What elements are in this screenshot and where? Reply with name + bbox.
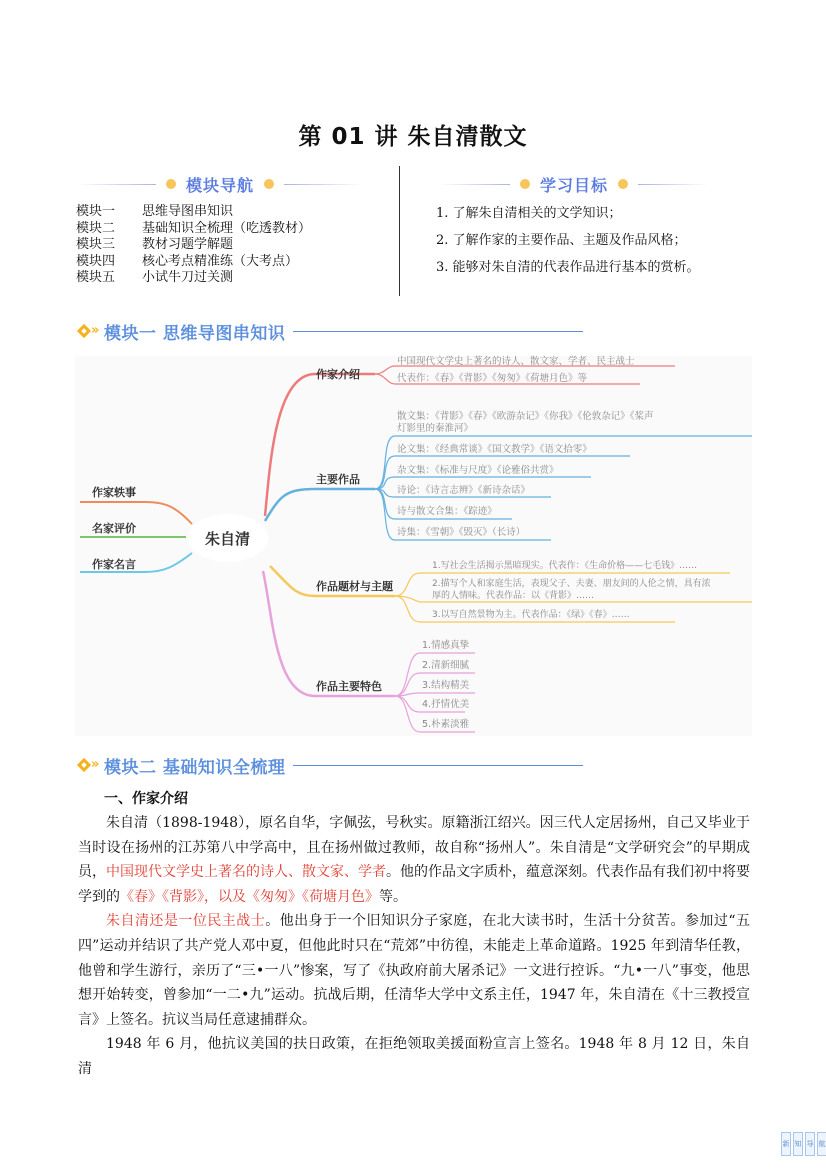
mindmap-leaf: 诗集：《雪朝》《毁灭》（长诗） bbox=[397, 527, 526, 538]
paragraph bbox=[78, 1032, 750, 1081]
mindmap-branch-theme: 作品题材与主题 bbox=[316, 580, 393, 593]
module-nav-item[interactable] bbox=[76, 254, 311, 271]
mindmap-leaf: 5.朴素淡雅 bbox=[422, 719, 470, 730]
author-intro-body bbox=[78, 811, 750, 1082]
module-value: 思维导图串知识 bbox=[142, 204, 234, 219]
goals-title: 学习目标 bbox=[540, 175, 609, 195]
badge-char: 知 bbox=[793, 1132, 803, 1156]
module-key: 模块二 bbox=[76, 220, 116, 236]
module-key: 模块五 bbox=[76, 270, 116, 285]
text: 。他出身于一个旧知识分子家庭，在北大读书时，生活十分贫苦。参加过“五四”运动并结识了共产党人邓中夏，但他此时只在“荒郊”中彷徨，未能走上革命道路。1925 年到清华任教，他曾和学生游行，亲历了“三•一八”惨案，写了《执政府前大屠杀记》一文进行控诉。“九•一八”事变，他思想开始转变，曾参加“一二•九”运动。抗战后期，任清华大学中文系主任，1947 年，朱自清在《十三教授宣言》上签名。抗议当局任意逮捕群众。 bbox=[78, 913, 751, 1028]
mindmap-leaf: 1.写社会生活揭示黑暗现实。代表作：《生命价格——七毛钱》…… bbox=[432, 561, 698, 571]
mindmap-leaf: 2.清新细腻 bbox=[422, 660, 470, 671]
dot-icon bbox=[618, 179, 628, 189]
mindmap-leaf: 3.结构精美 bbox=[422, 680, 470, 691]
badge-char: 新 bbox=[781, 1132, 791, 1156]
mindmap-leaf: 诗论：《诗言志辨》《新诗杂话》 bbox=[397, 485, 531, 496]
vertical-divider bbox=[399, 166, 400, 296]
mindmap-branch-quote: 作家名言 bbox=[92, 558, 136, 571]
dot-icon bbox=[166, 179, 176, 189]
text: 等。 bbox=[379, 888, 407, 905]
divider bbox=[440, 184, 510, 185]
subsection-heading: 一、作家介绍 bbox=[104, 791, 188, 807]
goal-item: 1. 了解朱自清相关的文学知识； bbox=[436, 206, 622, 221]
module-nav-title: 模块导航 bbox=[186, 175, 255, 195]
section-title: 模块一 思维导图串知识 bbox=[104, 323, 286, 344]
mindmap-leaf: 杂文集：《标准与尺度》《论雅俗共赏》 bbox=[397, 465, 559, 476]
module-value: 基础知识全梳理（吃透教材） bbox=[142, 220, 312, 236]
badge-char: 航 bbox=[817, 1132, 826, 1156]
mindmap-leaf: 2.描写个人和家庭生活，表现父子、夫妻、朋友间的人伦之情，具有浓 bbox=[432, 579, 711, 589]
goal-item: 3. 能够对朱自清的代表作品进行基本的赏析。 bbox=[436, 260, 700, 275]
paragraph bbox=[78, 811, 750, 909]
module-nav-item[interactable] bbox=[76, 204, 311, 221]
module-nav-list bbox=[76, 204, 311, 287]
mindmap-leaf: 中国现代文学史上著名的诗人、散文家、学者、民主战士 bbox=[397, 356, 635, 367]
module-value: 小试牛刀过关测 bbox=[142, 270, 234, 285]
mindmap-leaf: 代表作：《春》《背影》《匆匆》《荷塘月色》等 bbox=[397, 373, 588, 384]
mindmap-leaf: 论文集：《经典常谈》《国文教学》《语文拾零》 bbox=[397, 444, 592, 455]
module-nav-heading bbox=[76, 172, 376, 196]
branch-line-author bbox=[265, 374, 375, 516]
mindmap-leaf: 1.情感真挚 bbox=[422, 640, 470, 651]
mindmap-branch-author: 作家介绍 bbox=[316, 368, 360, 381]
divider bbox=[293, 331, 583, 332]
goal-item: 2. 了解作家的主要作品、主题及作品风格； bbox=[436, 233, 687, 248]
page-title: 第 01 讲 朱自清散文 bbox=[298, 124, 528, 150]
goals-heading bbox=[440, 172, 740, 196]
module-nav-item[interactable] bbox=[76, 270, 311, 287]
text: 朱自清（1898-1948），原名自华，字佩弦，号秋实。原籍浙江绍兴。因三代人定居扬州，自己又毕业于当时设在扬州的江苏第八中学高中，且在扬州做过教师，故自称“扬州人”。朱自清是“文学研究会”的早期成员， bbox=[78, 815, 750, 881]
mindmap-leaf: 散文集：《背影》《春》《欧游杂记》《你我》《伦敦杂记》《桨声 bbox=[397, 411, 654, 422]
diamond-arrow-icon: » bbox=[78, 758, 100, 772]
badge-char: 导 bbox=[805, 1132, 815, 1156]
highlight-text: 朱自清还是一位民主战士 bbox=[106, 913, 266, 930]
mindmap-leaf: 3.以写自然景物为主。代表作品：《绿》《春》…… bbox=[432, 610, 630, 620]
mindmap-root: 朱自清 bbox=[205, 530, 251, 548]
mindmap-branch-style: 作品主要特色 bbox=[316, 680, 382, 693]
text: 1948 年 6 月，他抗议美国的扶日政策，在拒绝领取美援面粉宣言上签名。1948 年 8 月 12 日，朱自清 bbox=[78, 1036, 750, 1077]
dot-icon bbox=[520, 179, 530, 189]
mindmap-branch-review: 名家评价 bbox=[92, 522, 136, 535]
diamond-arrow-icon: » bbox=[78, 324, 100, 338]
highlight-text: 中国现代文学史上著名的诗人、散文家、学者 bbox=[106, 864, 386, 881]
mindmap-branch-anecdote: 作家轶事 bbox=[92, 486, 136, 499]
module-key: 模块四 bbox=[76, 253, 116, 269]
highlight-text: 《春》《背影》，以及《匆匆》《荷塘月色》 bbox=[120, 888, 379, 905]
goals-list bbox=[436, 200, 700, 281]
mindmap-leaf: 厚的人情味。代表作品：以《背影》…… bbox=[432, 591, 595, 601]
divider bbox=[638, 184, 708, 185]
module-nav-item[interactable] bbox=[76, 237, 311, 254]
mindmap-leaf: 诗与散文合集：《踪迹》 bbox=[397, 506, 497, 517]
module-key: 模块三 bbox=[76, 237, 116, 252]
text: 。他的作品文字质朴，蕴意深刻。代表作品有我们初中将要学到的 bbox=[78, 864, 750, 905]
mindmap-branch-works: 主要作品 bbox=[316, 473, 360, 486]
module-value: 核心考点精准练（大考点） bbox=[142, 253, 299, 269]
divider bbox=[76, 184, 156, 185]
new-knowledge-nav-badge[interactable] bbox=[781, 1132, 826, 1156]
mindmap-leaf: 4.抒情优美 bbox=[422, 699, 470, 710]
dot-icon bbox=[264, 179, 274, 189]
module-value: 教材习题学解题 bbox=[142, 237, 234, 252]
module-key: 模块一 bbox=[76, 204, 116, 219]
section-title: 模块二 基础知识全梳理 bbox=[104, 757, 286, 778]
mindmap bbox=[75, 356, 752, 736]
paragraph bbox=[78, 909, 750, 1032]
divider bbox=[293, 765, 583, 766]
module-nav-item[interactable] bbox=[76, 221, 311, 238]
section-heading-1 bbox=[78, 318, 583, 344]
section-heading-2 bbox=[78, 752, 583, 778]
branch-line-works bbox=[265, 489, 375, 521]
mindmap-leaf: 灯影里的秦淮河》 bbox=[397, 423, 474, 434]
divider bbox=[284, 184, 364, 185]
